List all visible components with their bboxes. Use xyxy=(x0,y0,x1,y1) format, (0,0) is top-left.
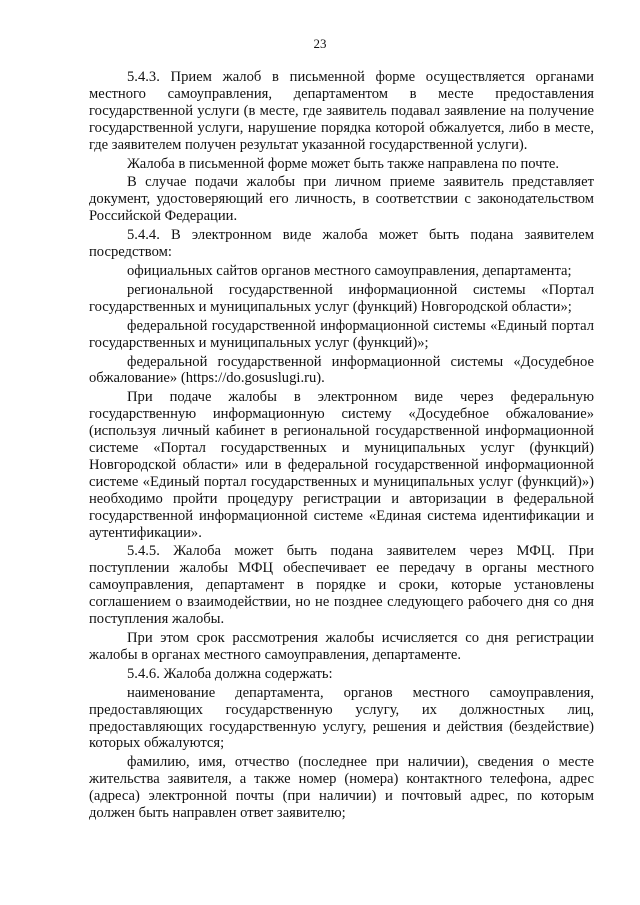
list-item-department-name: наименование департамента, органов местного самоуправления, предоставляющих государственную услугу, их должностных лиц, предоставляющих государственную услугу, решения и действия (бездействие) которых обжалуются; xyxy=(89,684,594,752)
paragraph-5-4-3: 5.4.3. Прием жалоб в письменной форме осуществляется органами местного самоуправления, департаментом в месте предоставления государственной услуги (в месте, где заявитель подавал заявление на получение государственной услуги, нарушение порядка которой обжалуется, либо в месте, где заявителем получен результат указанной государственной услуги). xyxy=(89,69,594,153)
list-item-federal-portal: федеральной государственной информационной системы «Единый портал государственных и муниципальных услуг (функций)»; xyxy=(89,317,594,351)
paragraph-mail-submission: Жалоба в письменной форме может быть также направлена по почте. xyxy=(127,155,560,172)
paragraph-5-4-4: 5.4.4. В электронном виде жалоба может быть подана заявителем посредством: xyxy=(89,227,594,261)
paragraph-5-4-5: 5.4.5. Жалоба может быть подана заявителем через МФЦ. При поступлении жалобы МФЦ обеспечивает ее передачу в органы местного самоуправления, департамент в порядке и сроки, которые установлены соглашением о взаимодействии, но не позднее следующего рабочего дня со дня поступления жалобы. xyxy=(89,543,594,628)
document-body xyxy=(89,69,594,824)
list-item-regional-portal: региональной государственной информационной системы «Портал государственных и муниципальных услуг (функций) Новгородской области»; xyxy=(89,281,594,315)
list-item-applicant-details: фамилию, имя, отчество (последнее при наличии), сведения о месте жительства заявителя, а также номер (номера) контактного телефона, адрес (адреса) электронной почты (при наличии) и почтовый адрес, по которым должен быть направлен ответ заявителю; xyxy=(89,754,594,822)
paragraph-5-4-6: 5.4.6. Жалоба должна содержать: xyxy=(127,665,333,682)
page-number: 23 xyxy=(313,36,327,51)
list-item-official-sites: официальных сайтов органов местного самоуправления, департамента; xyxy=(127,262,572,279)
list-item-pretrial-appeal-system: федеральной государственной информационной системы «Досудебное обжалование» (https://do.gosuslugi.ru). xyxy=(89,353,594,387)
paragraph-review-period: При этом срок рассмотрения жалобы исчисляется со дня регистрации жалобы в органах местного самоуправления, департаменте. xyxy=(89,630,594,663)
paragraph-personal-submission: В случае подачи жалобы при личном приеме заявитель представляет документ, удостоверяющий его личность, в соответствии с законодательством Российской Федерации. xyxy=(89,174,594,225)
paragraph-electronic-registration: При подаче жалобы в электронном виде через федеральную государственную информационную систему «Досудебное обжалование» (используя личный кабинет в региональной государственной информационной системе «Портал государственных и муниципальных услуг (функций) Новгородской области» или в федеральной государственной информационной системе «Единый портал государственных и муниципальных услуг (функций)») необходимо пройти процедуру регистрации и авторизации в федеральной государственной информационной системе «Единая система идентификации и аутентификации». xyxy=(89,389,594,541)
